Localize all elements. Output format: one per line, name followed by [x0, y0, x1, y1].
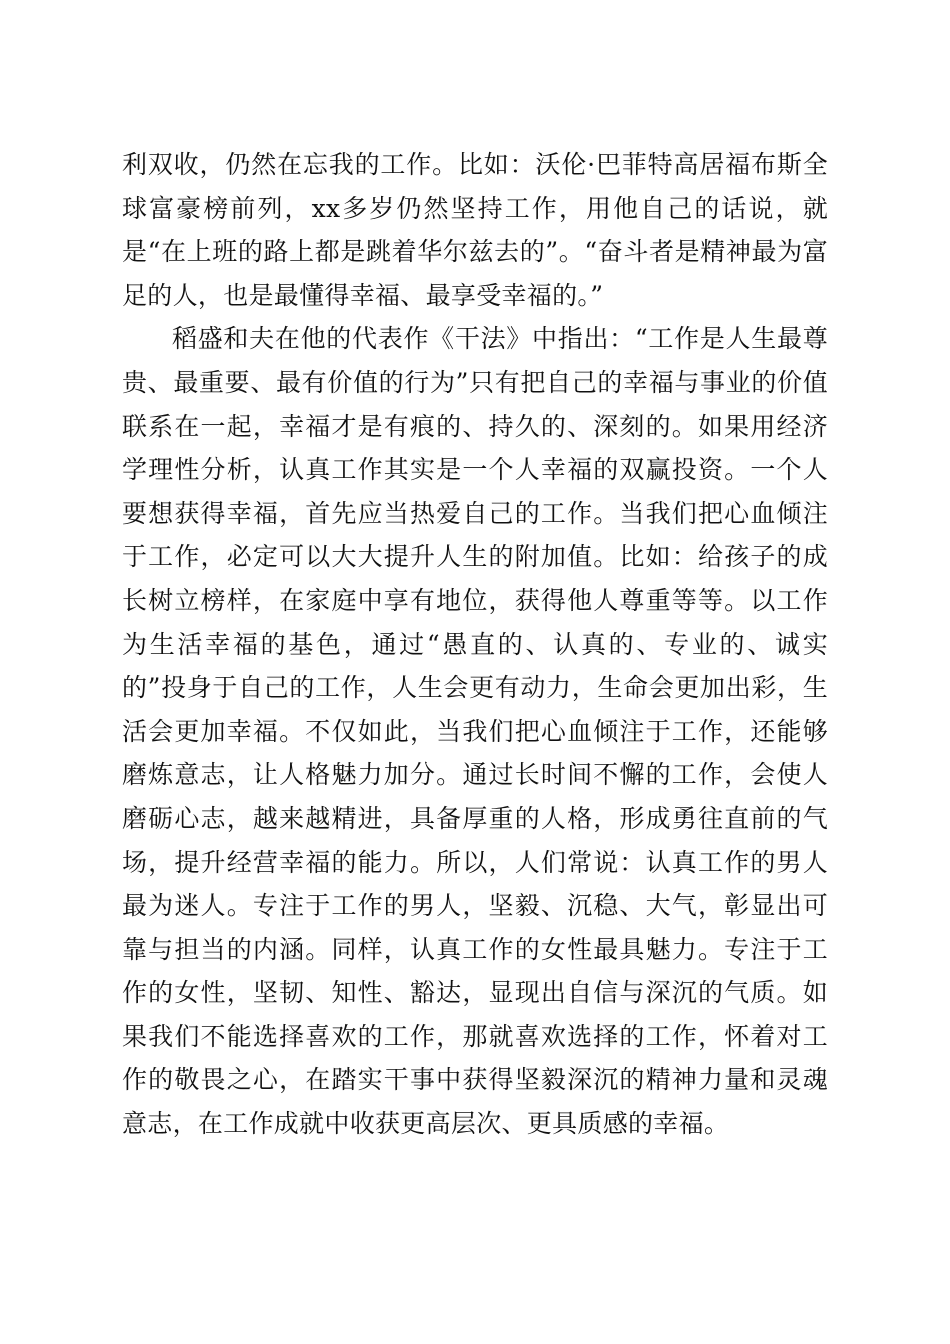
- paragraph-1: 利双收，仍然在忘我的工作。比如：沃伦·巴菲特高居福布斯全球富豪榜前列，xx多岁仍然坚持工作，用他自己的话说，就是“在上班的路上都是跳着华尔兹去的”。“奋斗者是精神最为富足的人，也是最懂得幸福、最享受幸福的。”: [122, 150, 828, 310]
- document-body: [122, 143, 828, 1146]
- paragraph-2: 稻盛和夫在他的代表作《干法》中指出：“工作是人生最尊贵、最重要、最有价值的行为”只有把自己的幸福与事业的价值联系在一起，幸福才是有痕的、持久的、深刻的。如果用经济学理性分析，认真工作其实是一个人幸福的双赢投资。一个人要想获得幸福，首先应当热爱自己的工作。当我们把心血倾注于工作，必定可以大大提升人生的附加值。比如：给孩子的成长树立榜样，在家庭中享有地位，获得他人尊重等等。以工作为生活幸福的基色，通过“愚直的、认真的、专业的、诚实的”投身于自己的工作，人生会更有动力，生命会更加出彩，生活会更加幸福。不仅如此，当我们把心血倾注于工作，还能够磨炼意志，让人格魅力加分。通过长时间不懈的工作，会使人磨砺心志，越来越精进，具备厚重的人格，形成勇往直前的气场，提升经营幸福的能力。所以，人们常说：认真工作的男人最为迷人。专注于工作的男人，坚毅、沉稳、大气，彰显出可靠与担当的内涵。同样，认真工作的女性最具魅力。专注于工作的女性，坚韧、知性、豁达，显现出自信与深沉的气质。如果我们不能选择喜欢的工作，那就喜欢选择的工作，怀着对工作的敬畏之心，在踏实干事中获得坚毅深沉的精神力量和灵魂意志，在工作成就中收获更高层次、更具质感的幸福。: [122, 324, 828, 1139]
